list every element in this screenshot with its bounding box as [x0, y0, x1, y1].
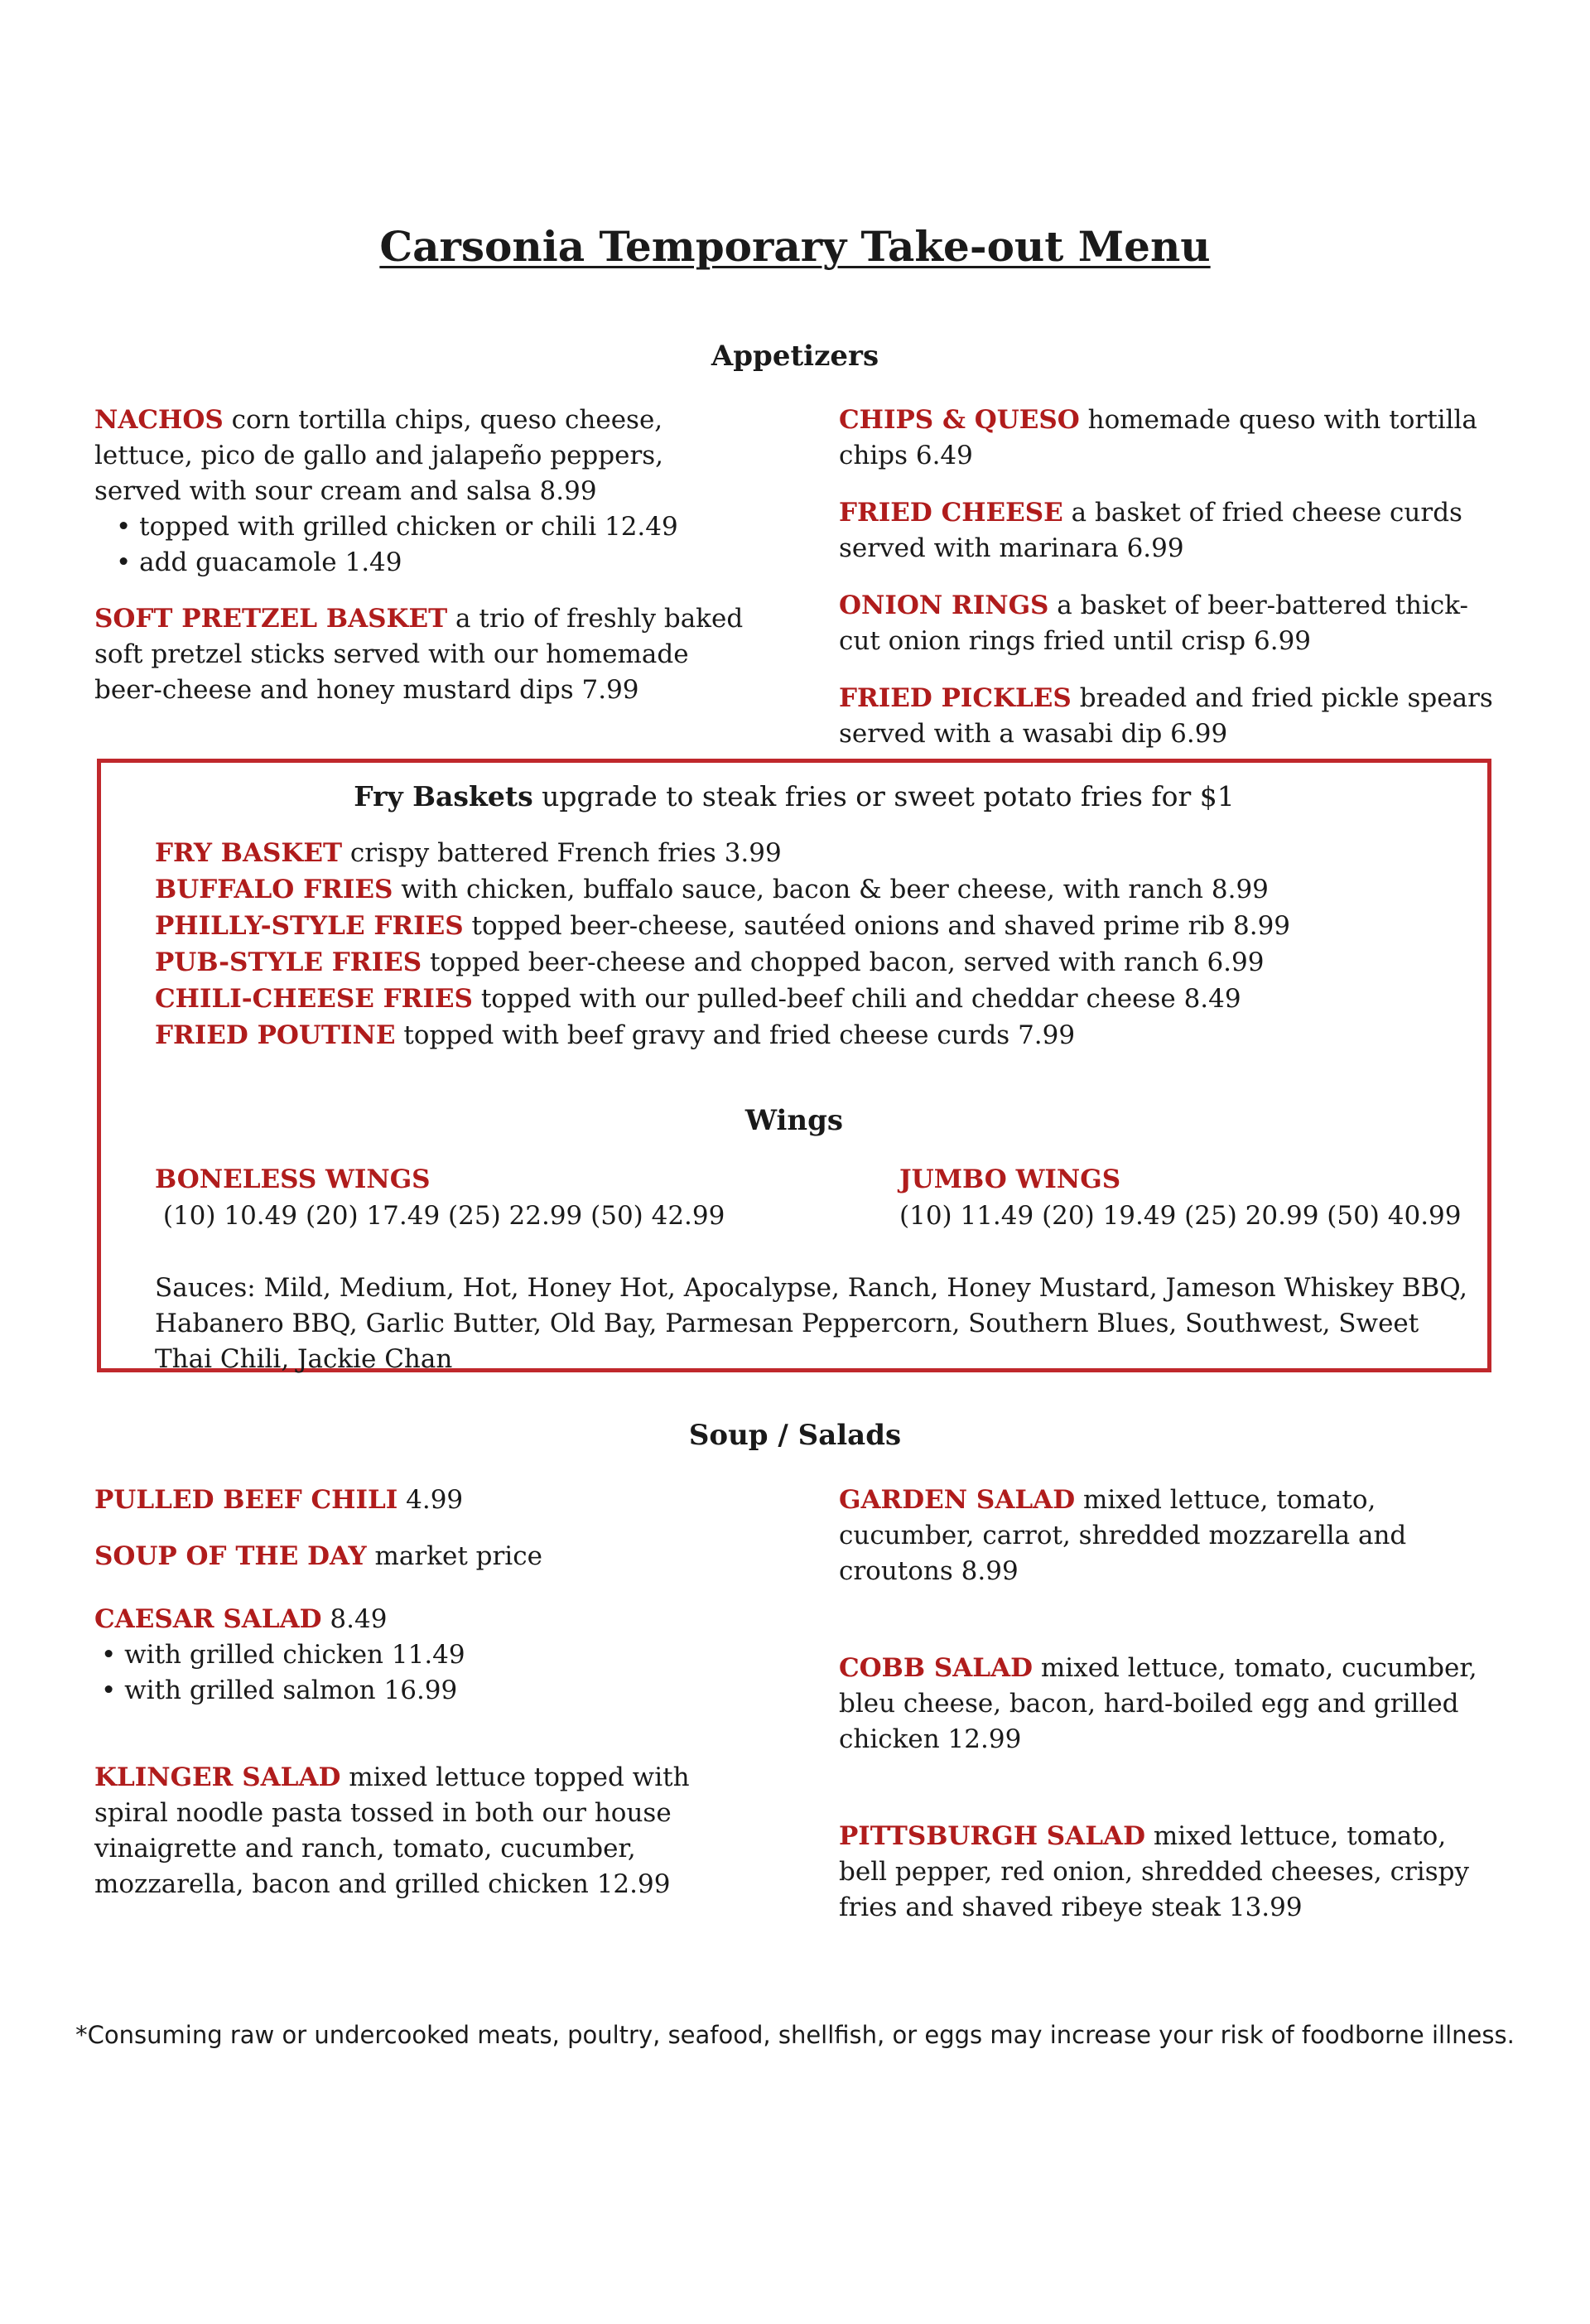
menu-item-nachos: [94, 403, 757, 509]
item-description: a basket of fried cheese curds served with marinara 6.99: [839, 498, 1462, 563]
item-name: COBB SALAD: [839, 1653, 1034, 1683]
item-name: CHILI-CHEESE FRIES: [155, 984, 473, 1014]
item-name: ONION RINGS: [839, 591, 1049, 620]
item-description: topped with beef gravy and fried cheese curds 7.99: [403, 1020, 1076, 1050]
item-description: a basket of beer-battered thick-cut onion rings fried until crisp 6.99: [839, 591, 1468, 656]
wing-sauces: Sauces: Mild, Medium, Hot, Honey Hot, Apocalypse, Ranch, Honey Mustard, Jameson Whiskey BBQ, Habanero BBQ, Garlic Butter, Old Bay, Parmesan Peppercorn, Southern Blues, Southwest, Sweet Thai Chili, Jackie Chan: [155, 1273, 1468, 1374]
soup-salads-heading: Soup / Salads: [688, 1419, 902, 1452]
item-description: mixed lettuce, tomato, bell pepper, red onion, shredded cheeses, crispy fries and shaved ribeye steak 13.99: [839, 1821, 1469, 1922]
item-name: FRIED CHEESE: [839, 498, 1063, 528]
item-description: corn tortilla chips, queso cheese, lettuce, pico de gallo and jalapeño peppers, served with sour cream and salsa 8.99: [94, 405, 664, 506]
item-description: mixed lettuce, tomato, cucumber, carrot, shredded mozzarella and croutons 8.99: [839, 1485, 1407, 1586]
menu-item-fried-pickles: [839, 681, 1493, 752]
fry-baskets-list: [155, 835, 1290, 1054]
item-description: topped beer-cheese and chopped bacon, served with ranch 6.99: [429, 947, 1265, 977]
item-name: FRIED PICKLES: [839, 683, 1072, 713]
appetizers-right-column: [839, 403, 1493, 752]
item-description: breaded and fried pickle spears served with a wasabi dip 6.99: [839, 683, 1493, 749]
menu-item-soup-of-the-day: [94, 1539, 724, 1574]
menu-item-fry-basket: [155, 835, 1290, 871]
item-name: CAESAR SALAD: [94, 1604, 322, 1634]
item-option: • with grilled chicken 11.49: [101, 1640, 465, 1670]
item-name: PHILLY-STYLE FRIES: [155, 911, 464, 941]
menu-item-fried-cheese: [839, 495, 1493, 567]
item-option: • with grilled salmon 16.99: [101, 1675, 458, 1705]
menu-item-philly-style-fries: [155, 908, 1290, 944]
soup-salads-left-column: [94, 1483, 724, 1902]
menu-item-caesar-salad: [94, 1602, 724, 1637]
item-description: mixed lettuce, tomato, cucumber, bleu cheese, bacon, hard-boiled egg and grilled chicken 12.99: [839, 1653, 1477, 1754]
item-name: SOFT PRETZEL BASKET: [94, 604, 448, 634]
item-price: 4.99: [406, 1485, 464, 1515]
menu-item-pittsburgh-salad: [839, 1819, 1501, 1926]
item-prices: (10) 10.49 (20) 17.49 (25) 22.99 (50) 42.99: [155, 1201, 725, 1231]
item-name: PITTSBURGH SALAD: [839, 1821, 1145, 1851]
food-safety-disclaimer: *Consuming raw or undercooked meats, poultry, seafood, shellfish, or eggs may increase your risk of foodborne illness.: [75, 2021, 1515, 2049]
fry-baskets-subheading: upgrade to steak fries or sweet potato fries for $1: [542, 780, 1235, 812]
appetizers-heading: Appetizers: [711, 340, 879, 373]
page-title: Carsonia Temporary Take-out Menu: [379, 222, 1211, 271]
menu-item-chips-queso: [839, 403, 1493, 474]
item-prices: (10) 11.49 (20) 19.49 (25) 20.99 (50) 40.99: [899, 1201, 1462, 1231]
item-description: topped beer-cheese, sautéed onions and shaved prime rib 8.99: [471, 911, 1291, 941]
item-name: FRIED POUTINE: [155, 1020, 396, 1050]
item-description: homemade queso with tortilla chips 6.49: [839, 405, 1477, 470]
item-name: GARDEN SALAD: [839, 1485, 1076, 1515]
menu-item-pub-style-fries: [155, 944, 1290, 981]
menu-item-buffalo-fries: [155, 871, 1290, 908]
item-name: BONELESS WINGS: [155, 1164, 431, 1194]
item-name: KLINGER SALAD: [94, 1762, 341, 1792]
item-description: with chicken, buffalo sauce, bacon & beer cheese, with ranch 8.99: [401, 875, 1269, 904]
item-price: market price: [374, 1541, 542, 1571]
item-name: CHIPS & QUESO: [839, 405, 1080, 435]
menu-item-fried-poutine: [155, 1017, 1290, 1054]
menu-item-onion-rings: [839, 588, 1493, 659]
fry-baskets-title: Fry Baskets: [354, 780, 533, 812]
menu-item-cobb-salad: [839, 1651, 1501, 1757]
item-name: SOUP OF THE DAY: [94, 1541, 367, 1571]
menu-item-boneless-wings: [155, 1161, 725, 1234]
menu-item-garden-salad: [839, 1483, 1501, 1589]
fry-baskets-heading: [101, 779, 1487, 814]
item-description: mixed lettuce topped with spiral noodle pasta tossed in both our house vinaigrette and ranch, tomato, cucumber, mozzarella, bacon and grilled chicken 12.99: [94, 1762, 690, 1899]
item-description: crispy battered French fries 3.99: [349, 838, 782, 868]
item-name: PULLED BEEF CHILI: [94, 1485, 398, 1515]
menu-item-pulled-beef-chili: [94, 1483, 724, 1518]
appetizers-left-column: [94, 403, 757, 708]
item-description: a trio of freshly baked soft pretzel sticks served with our homemade beer-cheese and honey mustard dips 7.99: [94, 604, 744, 705]
fry-baskets-wings-box: [97, 759, 1491, 1372]
item-option: • add guacamole 1.49: [116, 547, 402, 577]
item-name: NACHOS: [94, 405, 224, 435]
wings-heading: Wings: [744, 1104, 844, 1137]
item-name: FRY BASKET: [155, 838, 343, 868]
menu-item-soft-pretzel-basket: [94, 601, 749, 708]
item-name: PUB-STYLE FRIES: [155, 947, 422, 977]
menu-item-klinger-salad: [94, 1760, 724, 1902]
soup-salads-right-column: [839, 1483, 1501, 1926]
item-name: JUMBO WINGS: [899, 1164, 1121, 1194]
menu-item-jumbo-wings: [899, 1161, 1462, 1234]
item-option: • topped with grilled chicken or chili 12.49: [116, 512, 678, 542]
item-name: BUFFALO FRIES: [155, 875, 393, 904]
menu-item-chili-cheese-fries: [155, 981, 1290, 1017]
item-description: topped with our pulled-beef chili and cheddar cheese 8.49: [480, 984, 1241, 1014]
item-price: 8.49: [330, 1604, 388, 1634]
